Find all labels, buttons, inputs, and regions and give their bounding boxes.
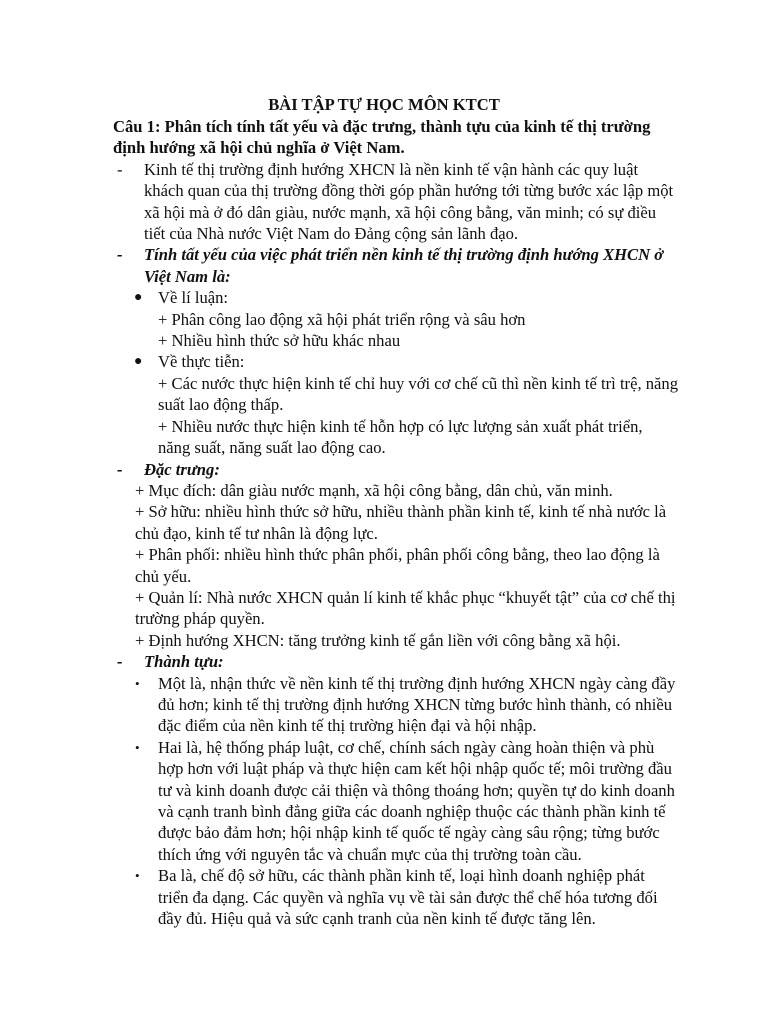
- theory-point: + Nhiều hình thức sở hữu khác nhau: [158, 331, 401, 351]
- achievement-text: Ba là, chế độ sở hữu, các thành phần kinh tế, loại hình doanh nghiệp phát triển đa dạng. Các quyền và nghĩa vụ về tài sản được thể chế hóa tương đối đầy đủ. Hiệu quả và sức cạnh tranh của nền kinh tế được tăng lên.: [158, 866, 658, 929]
- achievement-item: [113, 737, 678, 865]
- feature-point: + Phân phối: nhiều hình thức phân phối, phân phối công bằng, theo lao động là chủ yếu.: [135, 545, 660, 586]
- features-section: [113, 459, 678, 480]
- feature-point: + Mục đích: dân giàu nước mạnh, xã hội công bằng, dân chủ, văn minh.: [135, 480, 613, 500]
- definition-item: [113, 159, 678, 245]
- achievement-item: [113, 865, 678, 929]
- feature-point: + Định hướng XHCN: tăng trưởng kinh tế gắn liền với công bằng xã hội.: [135, 630, 621, 650]
- achievements-list: [113, 673, 678, 930]
- achievements-heading: Thành tựu:: [144, 652, 224, 672]
- dash-marker: -: [117, 652, 123, 672]
- achievement-item: [113, 673, 678, 737]
- theory-label: Về lí luận:: [158, 288, 229, 308]
- document-body: [113, 116, 678, 929]
- achievement-text: Một là, nhận thức về nền kinh tế thị trường định hướng XHCN ngày càng đầy đủ hơn; kinh tế thị trường định hướng XHCN từng bước hình thành, có nhiều đặc điểm của nền kinh tế thị trường hiện đại và hội nhập.: [158, 673, 676, 736]
- practice-item: [113, 351, 678, 372]
- practice-point: + Nhiều nước thực hiện kinh tế hỗn hợp có lực lượng sản xuất phát triển, năng suất, năng suất lao động cao.: [158, 416, 643, 458]
- dash-marker: -: [117, 159, 123, 179]
- bullet-marker: ●: [134, 290, 143, 306]
- document-title: BÀI TẬP TỰ HỌC MÔN KTCT: [268, 95, 500, 114]
- practice-label: Về thực tiễn:: [158, 352, 245, 372]
- bullet-marker: ●: [134, 354, 143, 370]
- definition-text: Kinh tế thị trường định hướng XHCN là nền kinh tế vận hành các quy luật khách quan của thị trường đồng thời góp phần hướng tới từng bước xác lập một xã hội mà ở đó dân giàu, nước mạnh, xã hội công bằng, văn minh; có sự điều tiết của Nhà nước Việt Nam do Đảng cộng sản lãnh đạo.: [144, 159, 674, 244]
- features-heading: Đặc trưng:: [144, 459, 220, 479]
- feature-point: + Quản lí: Nhà nước XHCN quản lí kinh tế khắc phục “khuyết tật” của cơ chế thị trường pháp quyền.: [135, 587, 676, 629]
- necessity-heading: Tính tất yếu của việc phát triển nền kinh tế thị trường định hướng XHCN ở Việt Nam là:: [144, 245, 664, 286]
- feature-point: + Sở hữu: nhiều hình thức sở hữu, nhiều thành phần kinh tế, kinh tế nhà nước là chủ đạo, kinh tế tư nhân là động lực.: [135, 502, 667, 543]
- features-list: [113, 480, 678, 651]
- bullet-marker: •: [135, 675, 140, 691]
- dash-marker: -: [117, 245, 123, 265]
- theory-item: [113, 287, 678, 308]
- dash-marker: -: [117, 459, 123, 479]
- bullet-marker: •: [135, 868, 140, 884]
- question-heading: Câu 1: Phân tích tính tất yếu và đặc trưng, thành tựu của kinh tế thị trường định hướng xã hội chủ nghĩa ở Việt Nam.: [113, 117, 651, 158]
- achievement-text: Hai là, hệ thống pháp luật, cơ chế, chính sách ngày càng hoàn thiện và phù hợp hơn với luật pháp và thực hiện cam kết hội nhập quốc tế; môi trường đầu tư và kinh doanh được cải thiện và thông thoáng hơn; quyền tự do kinh doanh và cạnh tranh bình đẳng giữa các doanh nghiệp thuộc các thành phần kinh tế được bảo đảm hơn; hội nhập kinh tế quốc tế ngày càng sâu rộng; từng bước thích ứng với nguyên tắc và chuẩn mực của thị trường toàn cầu.: [158, 737, 675, 864]
- bullet-marker: •: [135, 739, 140, 755]
- practice-point: + Các nước thực hiện kinh tế chỉ huy với cơ chế cũ thì nền kinh tế trì trệ, năng suất lao động thấp.: [158, 373, 678, 415]
- theory-point: + Phân công lao động xã hội phát triển rộng và sâu hơn: [158, 309, 526, 329]
- necessity-section: [113, 244, 678, 287]
- achievements-section: [113, 651, 678, 672]
